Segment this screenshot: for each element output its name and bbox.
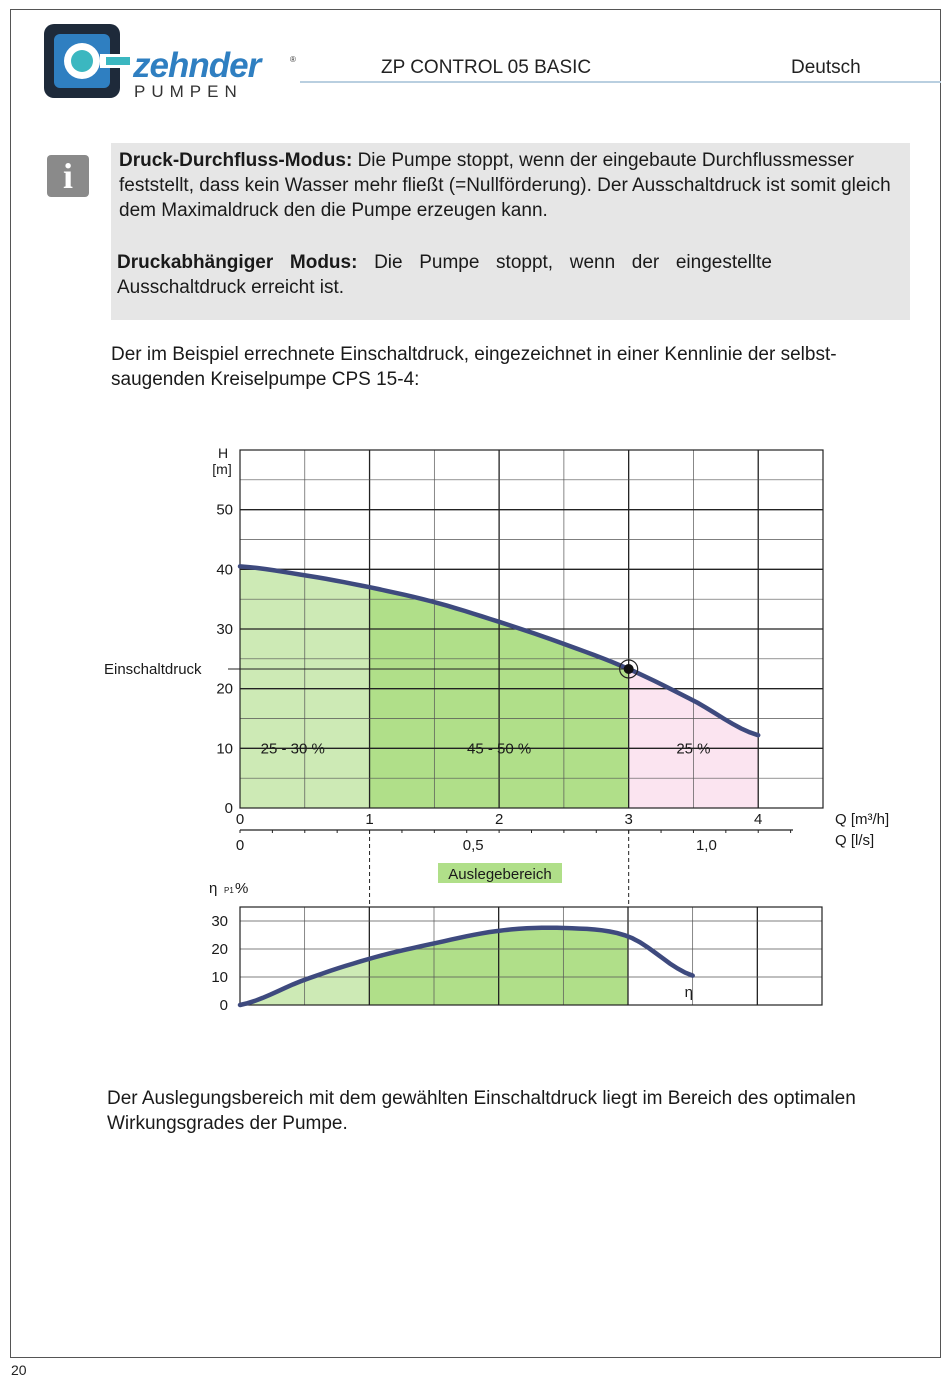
chart1-y-tick-label: 40 xyxy=(216,561,233,579)
chart2-y-tick-label: 20 xyxy=(211,941,228,958)
page-number: 20 xyxy=(11,1362,27,1378)
chart1-y-tick-label: 30 xyxy=(216,621,233,638)
chart1-x-tick-label: 3 xyxy=(624,811,633,828)
chart1-x-tick-label: 4 xyxy=(754,811,763,828)
info-icon: i xyxy=(47,155,89,197)
range-label: Auslegebereich xyxy=(448,866,552,883)
chart1-region-label: 25 % xyxy=(676,740,711,758)
chart1-region-label: 25 - 30 % xyxy=(260,740,325,758)
chart2-y-tick-label: 30 xyxy=(211,913,228,930)
intro-paragraph: Der im Beispiel errechnete Einschaltdruck, eingezeichnet in einer Kennlinie der selbst-saugenden Kreiselpumpe CPS 15-4: xyxy=(111,344,837,390)
einschaltdruck-label: Einschaltdruck xyxy=(104,660,202,678)
flow-mode-text: Die Pumpe stoppt, wenn der eingebaute Durchflussmesser feststellt, dass kein Wasser mehr fließt (=Nullförderung). Der Ausschaltdruck ist somit gleich dem Maximaldruck den die Pumpe erzeugen kann. xyxy=(119,150,891,221)
chart1-x-axis-label: Q [m³/h] xyxy=(835,811,890,828)
chart2-y-tick-label: 0 xyxy=(219,997,228,1014)
chart2-y-axis-subscript: P1 xyxy=(224,886,234,895)
chart1-y-axis-unit: [m] xyxy=(212,461,232,477)
chart1-x2-axis-label: Q [l/s] xyxy=(835,832,875,849)
pressure-mode-heading: Druckabhängiger Modus: xyxy=(117,252,358,273)
logo-subtext: PUMPEN xyxy=(134,82,243,101)
chart1-x-tick-label: 1 xyxy=(365,811,374,828)
chart1-y-tick-label: 10 xyxy=(216,740,233,758)
chart1-y-tick-label: 0 xyxy=(224,800,233,817)
flow-mode-heading: Druck-Durchfluss-Modus: xyxy=(119,150,353,171)
chart1-y-tick-label: 20 xyxy=(216,680,233,698)
conclusion-paragraph: Der Auslegungsbereich mit dem gewählten Einschaltdruck liegt im Bereich des optimalen Wirkungsgrades der Pumpe. xyxy=(107,1088,856,1134)
chart2-series-label: η xyxy=(684,984,694,1001)
document-title: ZP CONTROL 05 BASIC xyxy=(381,57,592,78)
logo-registered-mark: ® xyxy=(290,55,296,64)
chart1-region-label: 45 - 50 % xyxy=(467,740,532,758)
chart1-y-tick-label: 50 xyxy=(216,501,233,519)
chart1-x-tick-label: 0 xyxy=(235,811,245,828)
language-label: Deutsch xyxy=(791,57,861,78)
chart1-y-axis-label: H xyxy=(217,445,229,461)
chart1-x2-tick-label: 0 xyxy=(235,837,245,854)
chart1-x2-tick-label: 0,5 xyxy=(462,837,484,854)
logo-word: zehnder xyxy=(133,46,261,85)
chart1-x-tick-label: 2 xyxy=(494,811,504,828)
chart1-x2-tick-label: 1,0 xyxy=(695,837,717,854)
chart2-y-axis-unit: % xyxy=(235,880,249,897)
pressure-mode-text: Die Pumpe stoppt, wenn der eingestellte Ausschaltdruck erreicht ist. xyxy=(117,252,772,298)
chart2-y-axis-label: η xyxy=(209,880,218,897)
chart2-y-tick-label: 10 xyxy=(211,969,228,986)
einschaltdruck-marker-dot xyxy=(624,664,634,674)
